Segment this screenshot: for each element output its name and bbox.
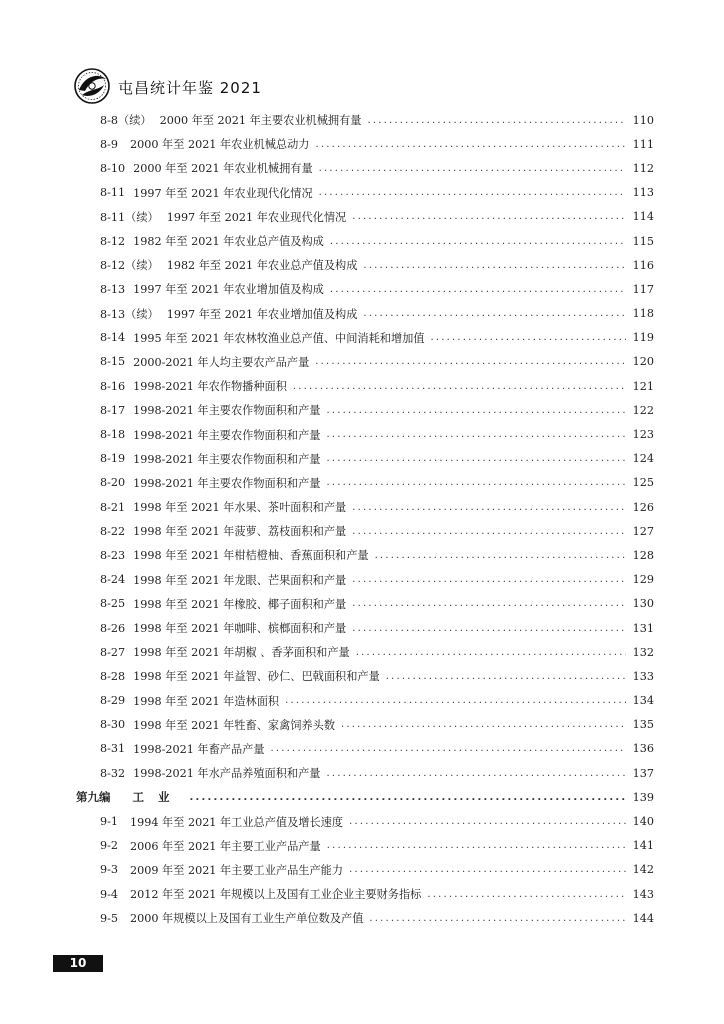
toc-entry-page: 110 [632, 113, 654, 127]
toc-entry-title: 1998 年至 2021 年橡胶、椰子面积和产量 [133, 597, 347, 611]
toc-entry-number: 8-12（续） [100, 259, 159, 273]
dot-leader [285, 695, 626, 706]
dot-leader [349, 816, 626, 827]
toc-entry[interactable] [72, 277, 654, 301]
toc-entry-page: 135 [632, 718, 654, 732]
toc-entry-number: 8-13（续） [100, 307, 159, 321]
toc-entry-page: 121 [632, 379, 654, 393]
toc-entry-number: 9-3 [100, 863, 119, 877]
toc-entry[interactable] [72, 834, 654, 858]
toc-entry-title: 1994 年至 2021 年工业总产值及增长速度 [130, 815, 344, 829]
toc-entry-number: 8-19 [100, 452, 126, 466]
toc-entry-number: 8-27 [100, 645, 126, 659]
toc-entry-page: 142 [632, 863, 654, 877]
dot-leader [352, 598, 626, 609]
toc-entry-number: 8-8（续） [100, 114, 152, 128]
toc-entry-number: 8-28 [100, 669, 126, 683]
dot-leader [341, 719, 626, 730]
toc-entry-title: 1998-2021 年水产品养殖面积和产量 [133, 767, 321, 781]
toc-entry-number: 8-29 [100, 694, 126, 708]
toc-entry-title: 1998 年至 2021 年胡椒 、香茅面积和产量 [133, 646, 350, 660]
toc-entry-title: 1998-2021 年农作物播种面积 [133, 380, 287, 394]
toc-entry[interactable] [72, 108, 654, 132]
toc-entry-number: 8-12 [100, 234, 126, 248]
dot-leader [349, 864, 626, 875]
toc-entry[interactable] [72, 519, 654, 543]
toc-entry-number: 8-15 [100, 355, 126, 369]
toc-entry[interactable] [72, 302, 654, 326]
toc-entry-number: 8-14 [100, 331, 126, 345]
toc-entry[interactable] [72, 761, 654, 785]
toc-entry-page: 115 [632, 234, 654, 248]
dot-leader [316, 139, 627, 150]
toc-entry[interactable] [72, 858, 654, 882]
toc-entry[interactable] [72, 592, 654, 616]
toc-entry-title: 1997 年至 2021 年农业现代化情况 [133, 186, 313, 200]
dot-leader [352, 526, 626, 537]
dot-leader [356, 647, 626, 658]
book-title: 屯昌统计年鉴 2021 [118, 79, 262, 97]
toc-entry-title: 1998-2021 年主要农作物面积和产量 [133, 452, 321, 466]
toc-entry[interactable] [72, 543, 654, 567]
toc-entry-number: 8-32 [100, 766, 126, 780]
dot-leader [327, 840, 626, 851]
toc-entry-page: 112 [632, 161, 654, 175]
toc-entry-title: 1998-2021 年主要农作物面积和产量 [133, 476, 321, 490]
dot-leader [326, 768, 626, 779]
toc-entry-title: 1998 年至 2021 年咖啡、槟榔面积和产量 [133, 622, 347, 636]
toc-entry-title: 2012 年至 2021 年规模以上及国有工业企业主要财务指标 [130, 888, 422, 902]
toc-entry[interactable] [72, 229, 654, 253]
dot-leader [427, 889, 626, 900]
toc-entry-title: 1995 年至 2021 年农林牧渔业总产值、中间消耗和增加值 [133, 331, 425, 345]
table-of-contents [72, 108, 654, 930]
toc-entry-number: 8-10 [100, 161, 126, 175]
toc-entry-number: 9-5 [100, 911, 119, 925]
toc-entry-page: 123 [632, 428, 654, 442]
dot-leader [326, 477, 626, 488]
toc-entry[interactable] [72, 737, 654, 761]
toc-entry-title: 2000-2021 年人均主要农产品产量 [133, 355, 310, 369]
tunchang-statistics-logo-icon [72, 66, 112, 106]
toc-entry-number: 8-30 [100, 718, 126, 732]
toc-entry-number: 9-1 [100, 815, 119, 829]
toc-entry[interactable] [72, 640, 654, 664]
toc-entry-page: 136 [632, 742, 654, 756]
toc-entry-page: 122 [632, 403, 654, 417]
dot-leader [375, 550, 626, 561]
page-header [72, 66, 312, 106]
toc-entry[interactable] [72, 132, 654, 156]
toc-entry[interactable] [72, 471, 654, 495]
dot-leader [367, 115, 626, 126]
toc-entry-page: 127 [632, 524, 654, 538]
toc-entry-title: 1998-2021 年主要农作物面积和产量 [133, 428, 321, 442]
toc-entry-number: 8-11（续） [100, 210, 159, 224]
toc-entry[interactable] [72, 181, 654, 205]
dot-leader [319, 163, 626, 174]
toc-entry-title: 2000 年规模以上及国有工业生产单位数及产值 [130, 912, 364, 926]
toc-entry-page: 119 [632, 331, 654, 345]
toc-entry[interactable] [72, 906, 654, 930]
toc-entry-page: 129 [632, 573, 654, 587]
toc-entry-number: 8-23 [100, 548, 126, 562]
toc-entry-number: 8-25 [100, 597, 126, 611]
dot-leader [352, 623, 626, 634]
toc-entry-page: 113 [632, 186, 654, 200]
toc-entry[interactable] [72, 568, 654, 592]
toc-entry[interactable] [72, 422, 654, 446]
toc-entry-page: 141 [632, 839, 654, 853]
toc-entry[interactable] [72, 398, 654, 422]
toc-entry-page: 139 [632, 790, 654, 804]
toc-entry-title: 1982 年至 2021 年农业总产值及构成 [133, 235, 324, 249]
dot-leader [326, 405, 626, 416]
toc-entry-page: 134 [632, 694, 654, 708]
dot-leader [319, 187, 626, 198]
toc-entry[interactable] [72, 326, 654, 350]
toc-entry-page: 144 [632, 911, 654, 925]
toc-entry-number: 8-26 [100, 621, 126, 635]
toc-entry[interactable] [72, 447, 654, 471]
toc-entry-title: 1998 年至 2021 年水果、茶叶面积和产量 [133, 501, 347, 515]
dot-leader [386, 671, 626, 682]
toc-entry-number: 8-24 [100, 573, 126, 587]
toc-entry-number: 8-16 [100, 379, 126, 393]
page-number: 10 [53, 955, 103, 972]
toc-entry-title: 1997 年至 2021 年农业增加值及构成 [133, 283, 324, 297]
toc-entry-number: 8-31 [100, 742, 126, 756]
toc-entry-title: 工业 [132, 790, 184, 805]
toc-entry-page: 137 [632, 766, 654, 780]
toc-entry-title: 1998 年至 2021 年龙眼、芒果面积和产量 [133, 573, 347, 587]
toc-entry[interactable] [72, 156, 654, 180]
toc-entry-title: 1998 年至 2021 年牲畜、家禽饲养头数 [133, 718, 336, 732]
toc-entry[interactable] [72, 882, 654, 906]
toc-entry-page: 140 [632, 815, 654, 829]
toc-entry-number: 9-2 [100, 839, 119, 853]
toc-entry[interactable] [72, 350, 654, 374]
toc-entry-title: 1998 年至 2021 年造林面积 [133, 694, 280, 708]
toc-entry-number: 8-20 [100, 476, 126, 490]
dot-leader [352, 211, 626, 222]
toc-entry-title: 2006 年至 2021 年主要工业产品产量 [130, 839, 321, 853]
toc-entry-title: 1998-2021 年主要农作物面积和产量 [133, 404, 321, 418]
toc-entry-title: 1997 年至 2021 年农业增加值及构成 [166, 307, 358, 321]
dot-leader [326, 429, 626, 440]
toc-entry-page: 120 [632, 355, 654, 369]
toc-entry-title: 2000 年至 2021 年农业机械总动力 [130, 138, 310, 152]
dot-leader [330, 284, 626, 295]
toc-entry[interactable] [72, 809, 654, 833]
toc-entry[interactable] [72, 495, 654, 519]
toc-entry-title: 1982 年至 2021 年农业总产值及构成 [166, 259, 358, 273]
dot-leader [363, 308, 626, 319]
dot-leader [330, 236, 626, 247]
toc-entry-number: 8-22 [100, 524, 126, 538]
toc-entry-number: 第九编 [76, 790, 111, 805]
toc-entry-title: 1998 年至 2021 年菠萝、荔枝面积和产量 [133, 525, 347, 539]
toc-entry-number: 8-18 [100, 428, 126, 442]
toc-entry-page: 125 [632, 476, 654, 490]
toc-entry[interactable] [72, 253, 654, 277]
toc-entry-title: 1998 年至 2021 年柑桔橙柚、香蕉面积和产量 [133, 549, 369, 563]
toc-entry[interactable] [72, 713, 654, 737]
toc-entry-page: 124 [632, 452, 654, 466]
toc-entry-page: 126 [632, 500, 654, 514]
toc-entry-page: 130 [632, 597, 654, 611]
toc-entry-title: 1998-2021 年畜产品产量 [133, 742, 265, 756]
toc-entry-number: 8-13 [100, 282, 126, 296]
dot-leader [431, 332, 626, 343]
toc-entry-title: 2009 年至 2021 年主要工业产品生产能力 [130, 863, 344, 877]
toc-entry-title: 1998 年至 2021 年益智、砂仁、巴戟面积和产量 [133, 670, 380, 684]
toc-entry-page: 117 [632, 282, 654, 296]
dot-leader [315, 356, 626, 367]
toc-entry[interactable] [72, 689, 654, 713]
toc-entry-title: 1997 年至 2021 年农业现代化情况 [166, 210, 347, 224]
toc-entry-page: 128 [632, 548, 654, 562]
toc-entry-number: 8-17 [100, 403, 126, 417]
toc-entry-page: 133 [632, 669, 654, 683]
toc-entry[interactable] [72, 616, 654, 640]
toc-entry-number: 8-11 [100, 186, 126, 200]
toc-entry-page: 116 [632, 258, 654, 272]
toc-entry-title: 2000 年至 2021 年农业机械拥有量 [133, 162, 313, 176]
toc-entry-page: 118 [632, 307, 654, 321]
toc-entry-page: 143 [632, 887, 654, 901]
toc-entry[interactable] [72, 205, 654, 229]
dot-leader [326, 453, 626, 464]
toc-entry-number: 8-9 [100, 137, 119, 151]
dot-leader [352, 574, 626, 585]
dot-leader [271, 743, 626, 754]
dot-leader [190, 792, 627, 803]
toc-chapter-entry[interactable] [72, 785, 654, 809]
toc-entry-page: 111 [632, 137, 654, 151]
toc-entry-number: 9-4 [100, 887, 119, 901]
toc-entry-page: 114 [632, 210, 654, 224]
toc-entry[interactable] [72, 664, 654, 688]
toc-entry-page: 131 [632, 621, 654, 635]
toc-entry-title: 2000 年至 2021 年主要农业机械拥有量 [159, 114, 362, 128]
toc-entry-number: 8-21 [100, 500, 126, 514]
toc-entry[interactable] [72, 374, 654, 398]
dot-leader [369, 913, 626, 924]
dot-leader [293, 381, 626, 392]
dot-leader [363, 260, 626, 271]
dot-leader [352, 502, 626, 513]
toc-entry-page: 132 [632, 645, 654, 659]
